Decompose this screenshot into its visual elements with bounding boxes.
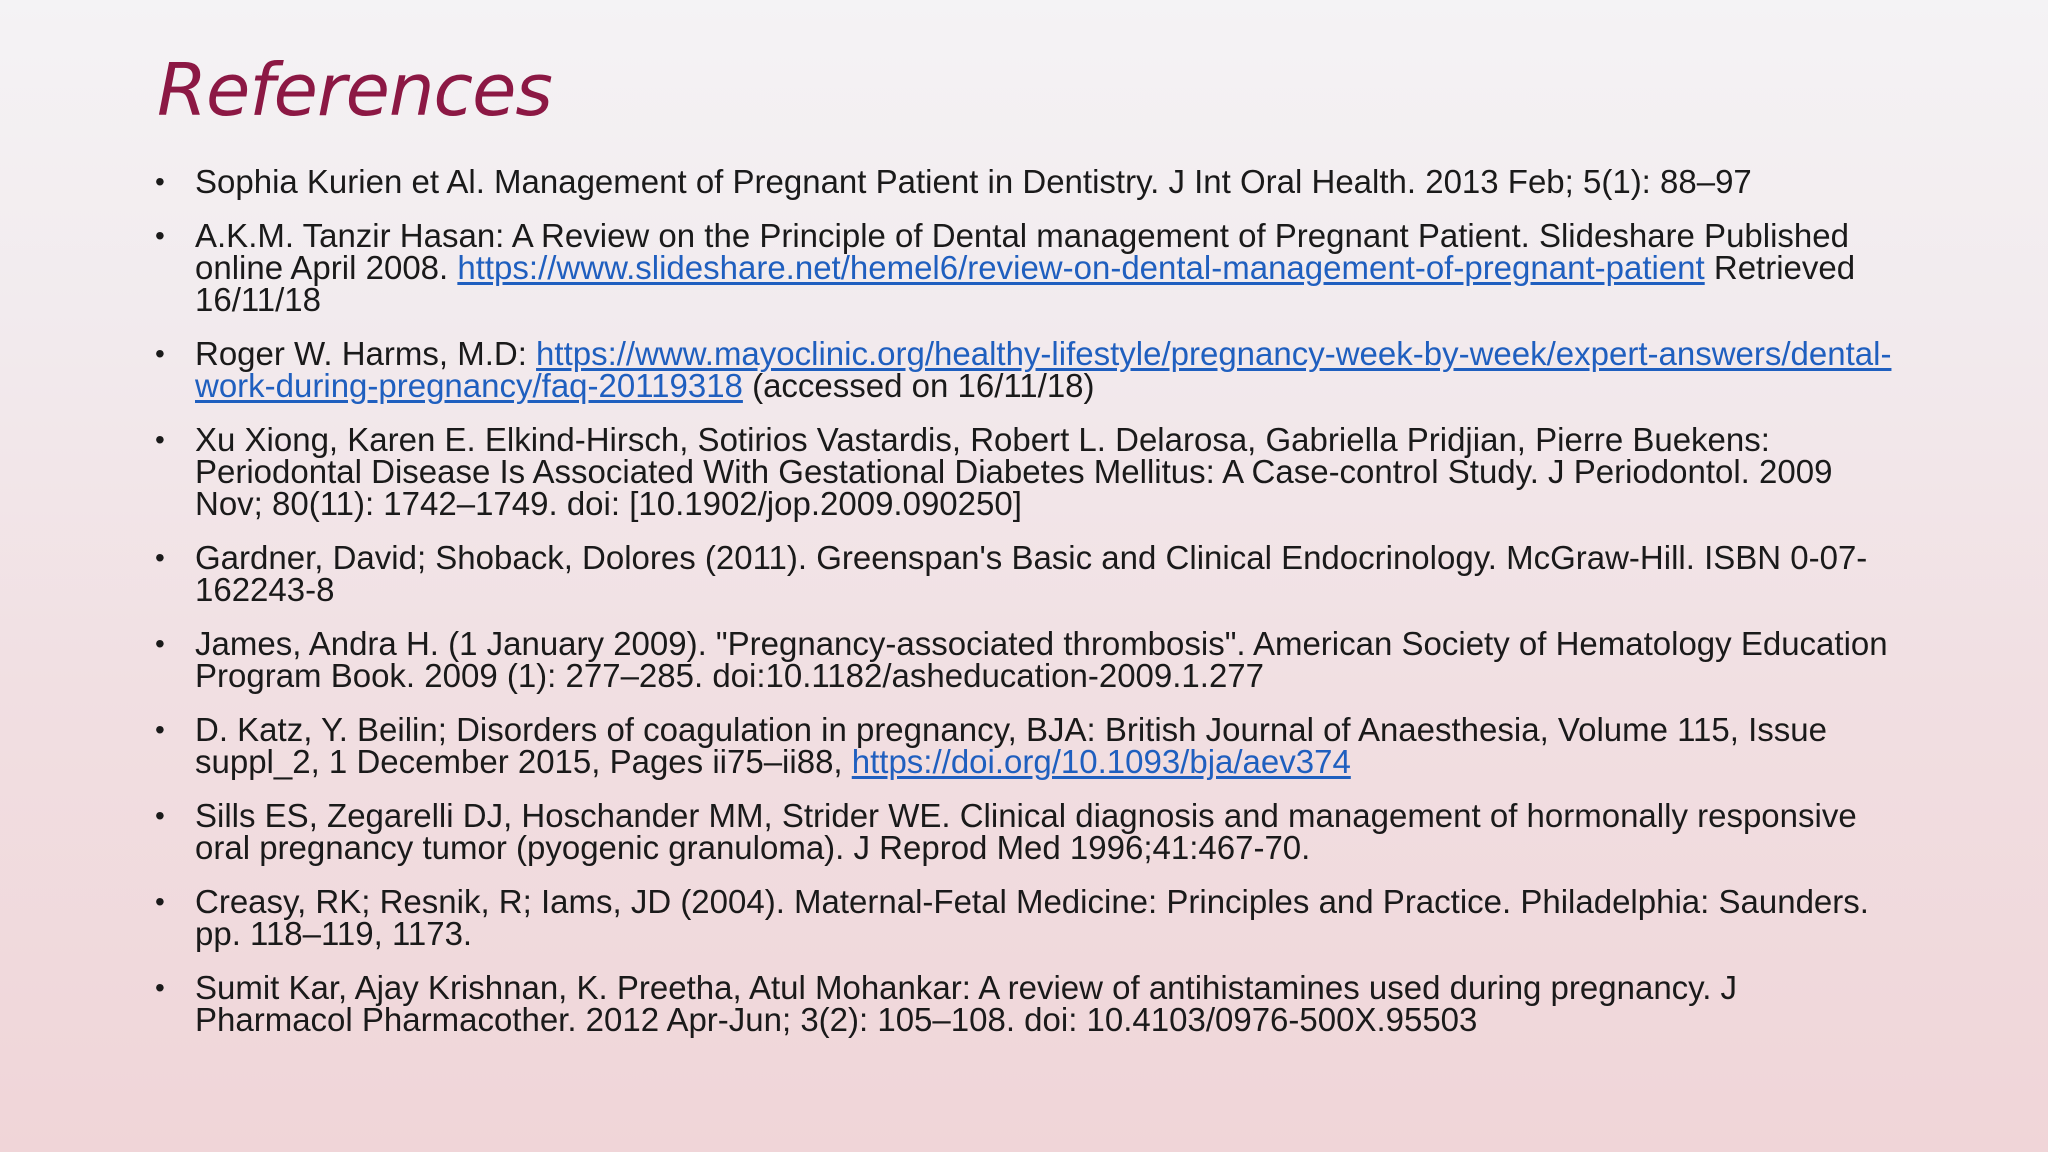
reference-link[interactable]: https://www.mayoclinic.org/healthy-lifestyle/pregnancy-week-by-week/expert-answers/dental-work-during-pregnancy/faq-20119318 — [195, 335, 1892, 404]
reference-item — [0, 335, 1900, 404]
reference-item — [0, 163, 1900, 200]
slide-title: References — [157, 48, 552, 132]
reference-item — [0, 625, 1900, 694]
bullet-icon: • — [155, 972, 165, 1003]
reference-text: D. Katz, Y. Beilin; Disorders of coagulation in pregnancy, BJA: British Journal of Anaesthesia, Volume 115, Issue suppl_2, 1 December 2015, Pages ii75–ii88, — [195, 711, 1827, 780]
reference-text: Sills ES, Zegarelli DJ, Hoschander MM, Strider WE. Clinical diagnosis and management of hormonally responsive oral pregnancy tumor (pyogenic granuloma). J Reprod Med 1996;41:467-70. — [195, 797, 1857, 866]
bullet-icon: • — [155, 166, 165, 197]
reference-text: Creasy, RK; Resnik, R; Iams, JD (2004). Maternal-Fetal Medicine: Principles and Practice. Philadelphia: Saunders. pp. 118–119, 1173. — [195, 883, 1869, 952]
bullet-icon: • — [155, 628, 165, 659]
reference-text: Sophia Kurien et Al. Management of Pregnant Patient in Dentistry. J Int Oral Health. 2013 Feb; 5(1): 88–97 — [195, 163, 1752, 200]
reference-text: Retrieved 16/11/18 — [195, 249, 1856, 318]
bullet-icon: • — [155, 800, 165, 831]
reference-item — [0, 217, 1900, 318]
bullet-icon: • — [155, 220, 165, 251]
reference-text: James, Andra H. (1 January 2009). "Pregnancy-associated thrombosis". American Society of Hematology Education Program Book. 2009 (1): 277–285. doi:10.1182/asheducation-2009.1.277 — [195, 625, 1888, 694]
reference-text: Xu Xiong, Karen E. Elkind-Hirsch, Sotirios Vastardis, Robert L. Delarosa, Gabriella Pridjian, Pierre Buekens: Periodontal Disease Is Associated With Gestational Diabetes Mellitus: A Case-control Study. J Periodontol. 2009 Nov; 80(11): 1742–1749. doi: [10.1902/jop.2009.090250] — [195, 421, 1833, 522]
reference-item — [0, 711, 1900, 780]
reference-text: Sumit Kar, Ajay Krishnan, K. Preetha, Atul Mohankar: A review of antihistamines used during pregnancy. J Pharmacol Pharmacother. 2012 Apr-Jun; 3(2): 105–108. doi: 10.4103/0976-500X.95503 — [195, 969, 1738, 1038]
reference-item — [0, 883, 1900, 952]
bullet-icon: • — [155, 714, 165, 745]
reference-text: Gardner, David; Shoback, Dolores (2011). Greenspan's Basic and Clinical Endocrinology. McGraw-Hill. ISBN 0-07-162243-8 — [195, 539, 1868, 608]
reference-item — [0, 421, 1900, 522]
reference-text: Roger W. Harms, M.D: — [195, 335, 537, 372]
bullet-icon: • — [155, 338, 165, 369]
reference-list — [0, 163, 2048, 1058]
bullet-icon: • — [155, 886, 165, 917]
reference-text: (accessed on 16/11/18) — [742, 367, 1095, 404]
reference-item — [0, 797, 1900, 866]
reference-link[interactable]: https://doi.org/10.1093/bja/aev374 — [851, 743, 1351, 780]
bullet-icon: • — [155, 542, 165, 573]
reference-item — [0, 969, 1900, 1038]
reference-text: A.K.M. Tanzir Hasan: A Review on the Principle of Dental management of Pregnant Patient. Slideshare Published online April 2008. — [195, 217, 1849, 286]
reference-item — [0, 539, 1900, 608]
bullet-icon: • — [155, 424, 165, 455]
reference-link[interactable]: https://www.slideshare.net/hemel6/review-on-dental-management-of-pregnant-patient — [457, 249, 1705, 286]
